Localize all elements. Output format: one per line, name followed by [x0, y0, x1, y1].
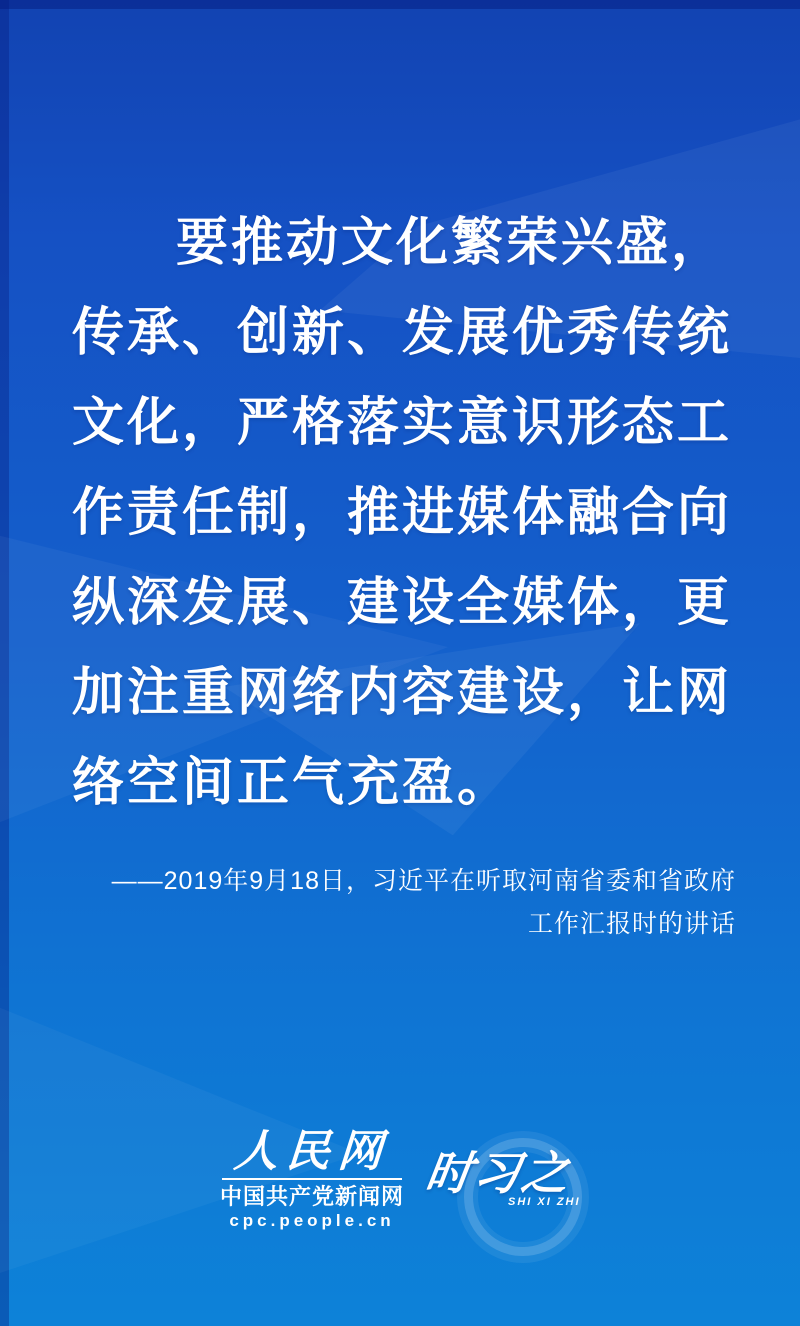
- shixizhi-wordmark: 时习之: [422, 1147, 574, 1199]
- logo-underline: [222, 1178, 402, 1180]
- quote-line: 加注重网络内容建设，让网: [72, 664, 733, 722]
- cpc-news-site-label: 中国共产党新闻网: [219, 1184, 404, 1209]
- footer-logos: [0, 1128, 800, 1254]
- top-edge-shade: [0, 0, 800, 9]
- quote-line: 传承、创新、发展优秀传统: [72, 304, 733, 362]
- quote-line: 络空间正气充盈。: [72, 754, 513, 812]
- quote-attribution: [96, 860, 736, 946]
- quote-text-block: [72, 198, 740, 828]
- attribution-line-2: 工作汇报时的讲话: [527, 910, 736, 938]
- shixizhi-romanized-label: SHI XI ZHI: [508, 1196, 581, 1208]
- shixizhi-logo: [422, 1134, 586, 1254]
- quote-line: 纵深发展、建设全媒体，更: [72, 574, 733, 632]
- quote-line: 文化，严格落实意识形态工: [72, 394, 733, 452]
- quote-line: 作责任制，推进媒体融合向: [72, 484, 733, 542]
- quote-line: 要推动文化繁荣兴盛，: [176, 214, 727, 272]
- peoples-daily-script-wordmark: 人民网: [232, 1127, 392, 1176]
- attribution-line-1: ——2019年9月18日，习近平在听取河南省委和省政府: [111, 867, 736, 895]
- cpc-news-site-url: cpc.people.cn: [229, 1211, 395, 1230]
- peoples-daily-online-logo: [214, 1128, 410, 1232]
